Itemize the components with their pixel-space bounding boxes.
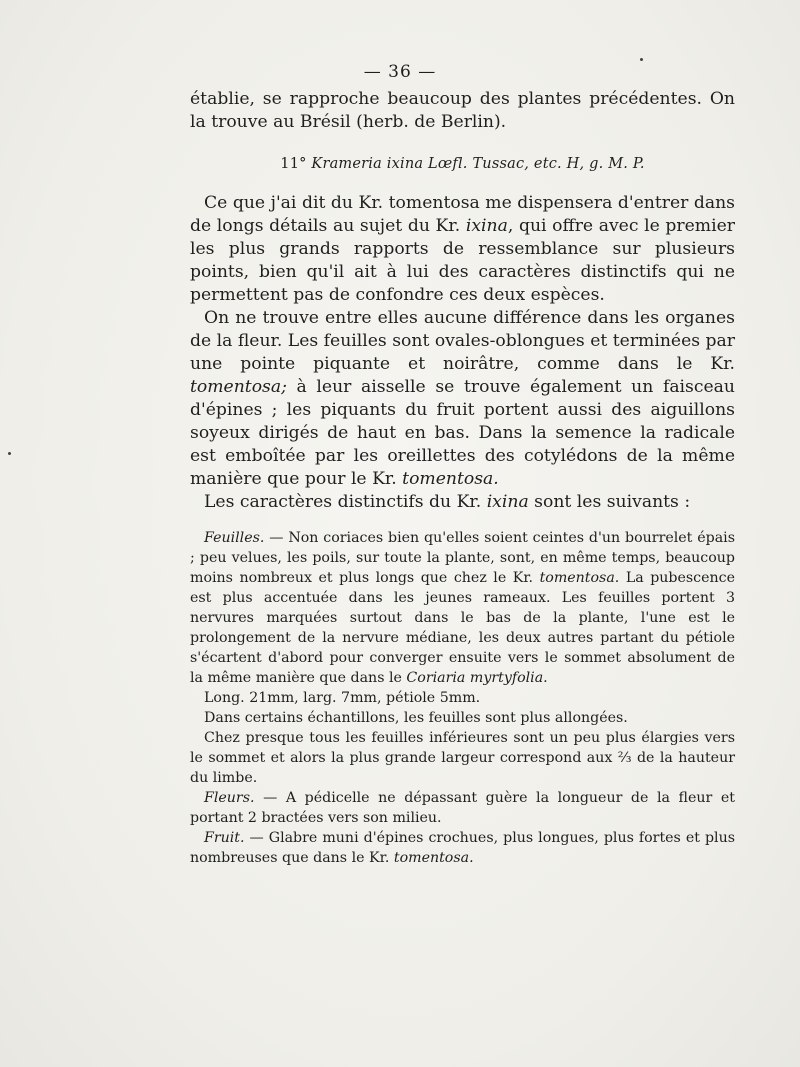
paragraph-1-a: Ce que j'ai dit du Kr. tomentosa me dispensera d'entrer dans de longs détails au sujet du Kr. <box>190 193 735 236</box>
species-authors: Lœfl. <box>428 156 468 172</box>
paragraph-3-c: sont les suivants : <box>528 492 691 512</box>
feuilles-paragraph <box>190 528 735 688</box>
fruit-paragraph <box>190 828 735 868</box>
paragraph-2-b: tomentosa; <box>190 377 287 397</box>
species-refs: Tussac, etc. H, g. M. P. <box>472 156 645 172</box>
species-name: Krameria ixina <box>311 156 424 172</box>
feuilles-c: La pubescence est plus accentuée dans les jeunes rameaux. Les feuilles portent 3 nervures marquées surtout dans le bas de la plante, l'une est le prolongement de la nervure médiane, les deux autres partant du pétiole s'écartent d'abord pour converger ensuite vers le sommet absolument de la même manière que dans le <box>190 570 736 686</box>
inferieures-paragraph: Chez presque tous les feuilles inférieures sont un peu plus élargies vers le sommet et alors la plus grande largeur correspond aux ⅔ de la hauteur du limbe. <box>190 730 735 786</box>
characters-list <box>190 528 735 868</box>
species-number: 11° <box>280 156 307 172</box>
species-heading <box>190 156 735 172</box>
paragraph-1-b: ixina <box>465 216 508 236</box>
feuilles-label: Feuilles. <box>204 530 265 546</box>
ink-speck <box>8 452 11 455</box>
measures-paragraph: Long. 21mm, larg. 7mm, pétiole 5mm. <box>204 690 481 706</box>
fleurs-text: — A pédicelle ne dépassant guère la longueur de la fleur et portant 2 bractées vers son milieu. <box>190 790 735 826</box>
page-number: — 36 — <box>363 62 437 82</box>
paragraph-2 <box>190 307 735 491</box>
paragraph-3-b: ixina <box>486 492 529 512</box>
allongees-paragraph: Dans certains échantillons, les feuilles sont plus allongées. <box>204 710 628 726</box>
fruit-label: Fruit. <box>204 830 245 846</box>
intro-paragraph: établie, se rapproche beaucoup des plantes précédentes. On la trouve au Brésil (herb. de Berlin). <box>190 89 735 132</box>
fruit-a: — Glabre muni d'épines crochues, plus longues, plus fortes et plus nombreuses que dans le Kr. <box>190 830 735 866</box>
ink-speck <box>640 58 643 61</box>
intro-block <box>190 88 735 134</box>
fruit-b: tomentosa. <box>393 850 474 866</box>
paragraph-2-c: à leur aisselle se trouve également un faisceau d'épines ; les piquants du fruit portent aussi des aiguillons soyeux dirigés de haut en bas. Dans la semence la radicale est emboîtée par les oreillettes des cotylédons de la même manière que pour le Kr. <box>190 377 735 489</box>
feuilles-a: — Non coriaces bien qu'elles soient ceintes d'un bourrelet épais ; peu velues, les poils, sur toute la plante, sont, en même temps, beaucoup moins nombreux et plus longs que chez le Kr. <box>190 530 735 586</box>
paragraph-2-a: On ne trouve entre elles aucune différence dans les organes de la fleur. Les feuilles sont ovales-oblongues et terminées par une pointe piquante et noirâtre, comme dans le Kr. <box>190 308 736 374</box>
feuilles-d: Coriaria myrtyfolia. <box>406 670 548 686</box>
paragraph-1-c: , qui offre avec le premier les plus grands rapports de ressemblance sur plusieurs points, bien qu'il ait à lui des caractères distinctifs qui ne permettent pas de confondre ces deux espèces. <box>190 216 735 305</box>
feuilles-b: tomentosa. <box>539 570 620 586</box>
paragraph-2-d: tomentosa. <box>402 469 499 489</box>
paragraph-3-a: Les caractères distinctifs du Kr. <box>204 492 487 512</box>
page-body <box>190 88 735 868</box>
fleurs-paragraph <box>190 788 735 828</box>
paragraph-3 <box>190 491 735 514</box>
fleurs-label: Fleurs. <box>204 790 255 806</box>
main-text <box>190 192 735 514</box>
paragraph-1 <box>190 192 735 307</box>
